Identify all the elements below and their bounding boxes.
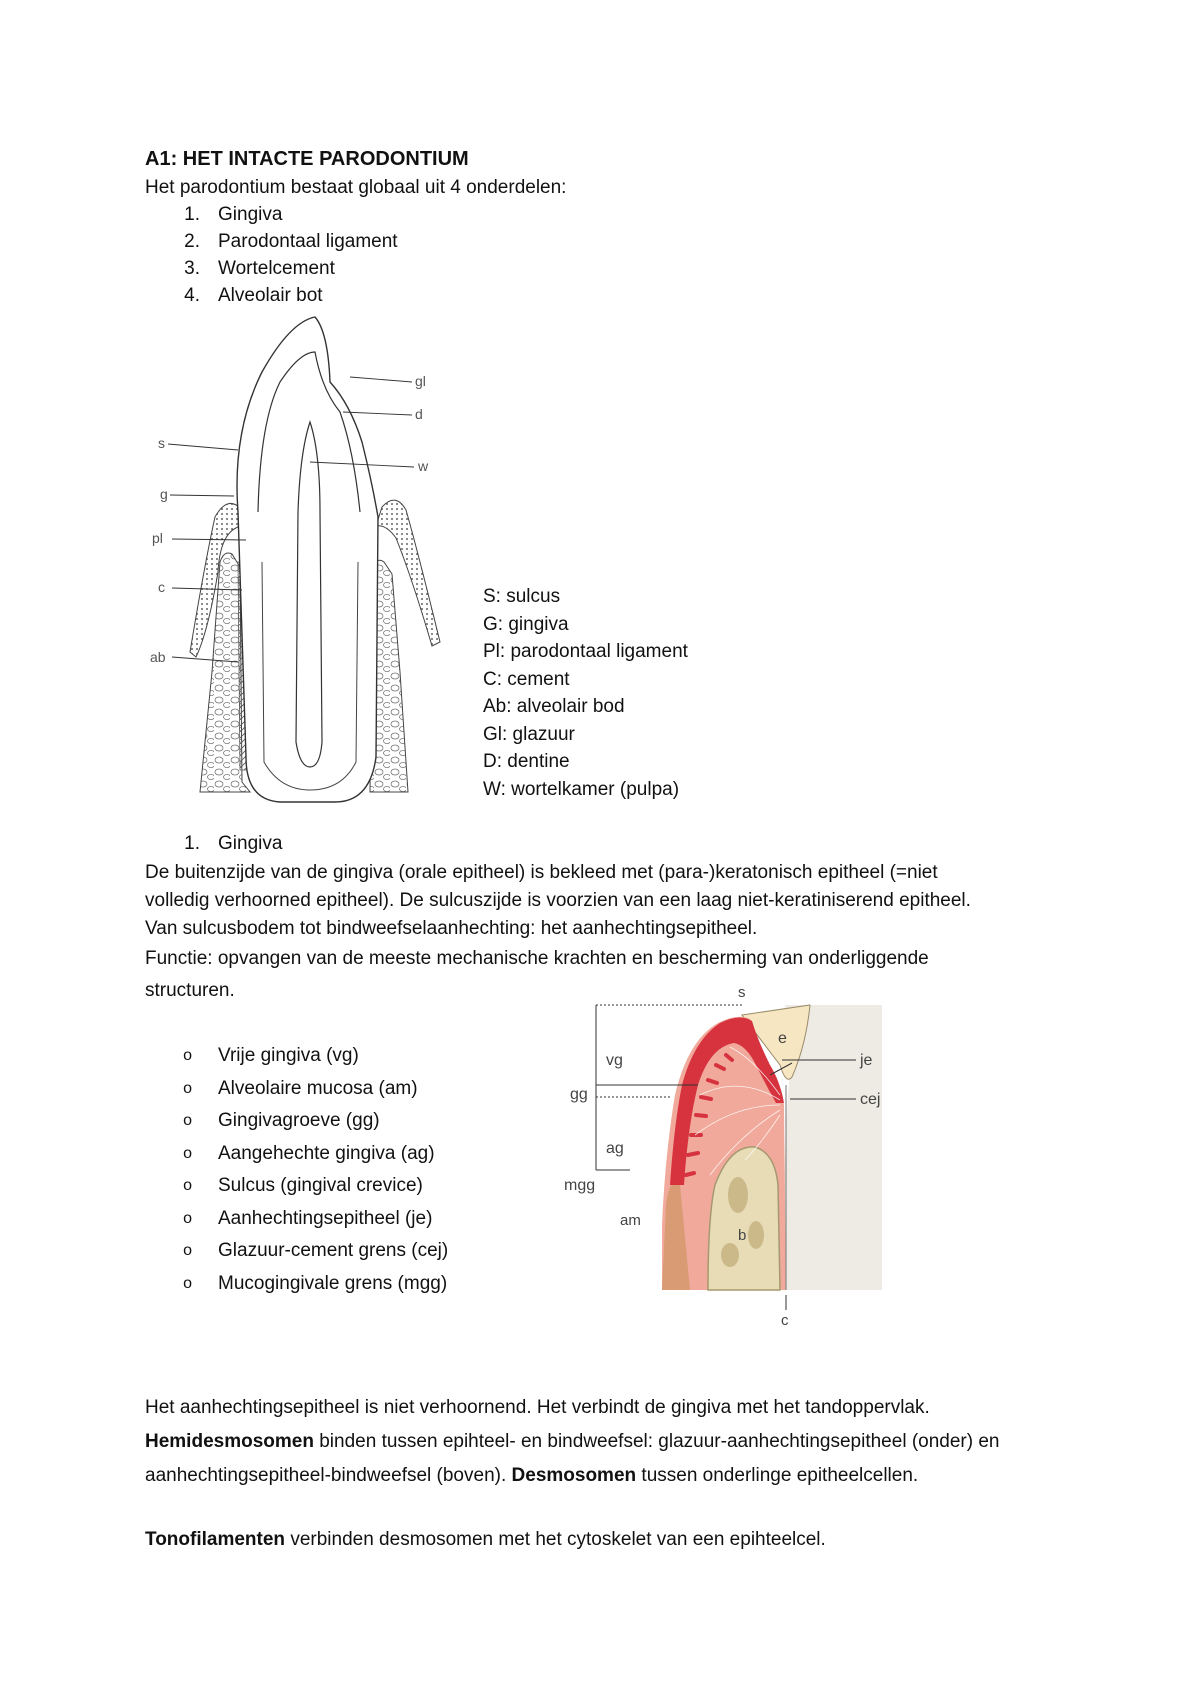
label-d: d <box>415 406 423 422</box>
list-item: o Aangehechte gingiva (ag) <box>183 1142 435 1164</box>
legend-item: G: gingiva <box>483 613 569 635</box>
list-item: o Glazuur-cement grens (cej) <box>183 1240 449 1262</box>
list-item: 1. Gingiva <box>184 203 283 225</box>
legend-item: Gl: glazuur <box>483 723 575 745</box>
legend-item: D: dentine <box>483 751 570 772</box>
term-tonofilamenten: Tonofilamenten <box>145 1529 286 1550</box>
label-mgg: mgg <box>564 1177 596 1194</box>
pulp-chamber <box>296 422 322 767</box>
term-hemidesmosomen: Hemidesmosomen <box>145 1431 314 1452</box>
label-s: s <box>738 984 746 1001</box>
label-e: e <box>778 1030 787 1047</box>
parts-list <box>145 201 645 309</box>
label-gg: gg <box>570 1086 588 1103</box>
label-cej: cej <box>860 1091 881 1108</box>
label-b: b <box>738 1227 747 1244</box>
legend-item: C: cement <box>483 668 570 690</box>
tonofilament-paragraph: Tonofilamenten verbinden desmosomen met het cytoskelet van een epihteelcel. <box>145 1529 826 1550</box>
legend-item: W: wortelkamer (pulpa) <box>483 778 680 800</box>
label-c: c <box>781 1312 789 1329</box>
label-s: s <box>158 435 165 451</box>
label-je: je <box>860 1052 873 1069</box>
list-item: o Alveolaire mucosa (am) <box>183 1077 418 1099</box>
label-w: w <box>418 458 429 474</box>
list-item: o Vrije gingiva (vg) <box>183 1045 359 1067</box>
list-item: o Sulcus (gingival crevice) <box>183 1175 423 1197</box>
label-ag: ag <box>606 1140 624 1157</box>
list-item: o Aanhechtingsepitheel (je) <box>183 1207 433 1229</box>
label-vg: vg <box>606 1052 623 1069</box>
list-item: 3. Wortelcement <box>184 257 335 279</box>
attachment-paragraph: Het aanhechtingsepitheel is niet verhoornend. Het verbindt de gingiva met het tandoppervlak. Hemidesmosomen binden tussen epihteel- en bindweefsel: glazuur-aanhechtingsepitheel (onder) en aanhechtingsepitheel-bindweefsel (boven). Desmosomen tussen onderlinge epitheelcellen. <box>145 1397 1000 1486</box>
section-heading-gingiva: 1. Gingiva <box>184 832 283 854</box>
legend-item: Ab: alveolair bod <box>483 696 625 717</box>
label-pl: pl <box>152 530 163 546</box>
list-item: o Gingivagroeve (gg) <box>183 1110 380 1132</box>
label-ab: ab <box>150 649 166 665</box>
list-item: o Mucogingivale grens (mgg) <box>183 1272 448 1294</box>
gingiva-parts-list <box>145 1040 565 1300</box>
list-item: 2. Parodontaal ligament <box>184 230 398 252</box>
term-desmosomen: Desmosomen <box>511 1465 637 1486</box>
page-title: A1: HET INTACTE PARODONTIUM <box>145 148 469 170</box>
intro-text: Het parodontium bestaat globaal uit 4 onderdelen: <box>145 177 567 198</box>
label-gl: gl <box>415 373 426 389</box>
label-g: g <box>160 486 168 502</box>
gingiva-diagram <box>564 984 890 1330</box>
gingiva-paragraph: De buitenzijde van de gingiva (orale epitheel) is bekleed met (para-)keratonisch epitheel (=niet volledig verhoorned epitheel). De sulcuszijde is voorzien van een laag niet-keratiniserend epitheel. Van sulcusbodem tot bindweefselaanhechting: het aanhechtingsepitheel. Functie: opvangen van de meeste mechanische krachten en bescherming van onderliggende structuren. <box>145 862 971 1001</box>
label-am: am <box>620 1212 641 1229</box>
legend-item: Pl: parodontaal ligament <box>483 641 688 662</box>
list-item: 4. Alveolair bot <box>184 284 323 306</box>
legend-item: S: sulcus <box>483 586 561 607</box>
figure-legend <box>483 584 688 804</box>
tooth-diagram <box>150 312 460 797</box>
label-c: c <box>158 579 165 595</box>
